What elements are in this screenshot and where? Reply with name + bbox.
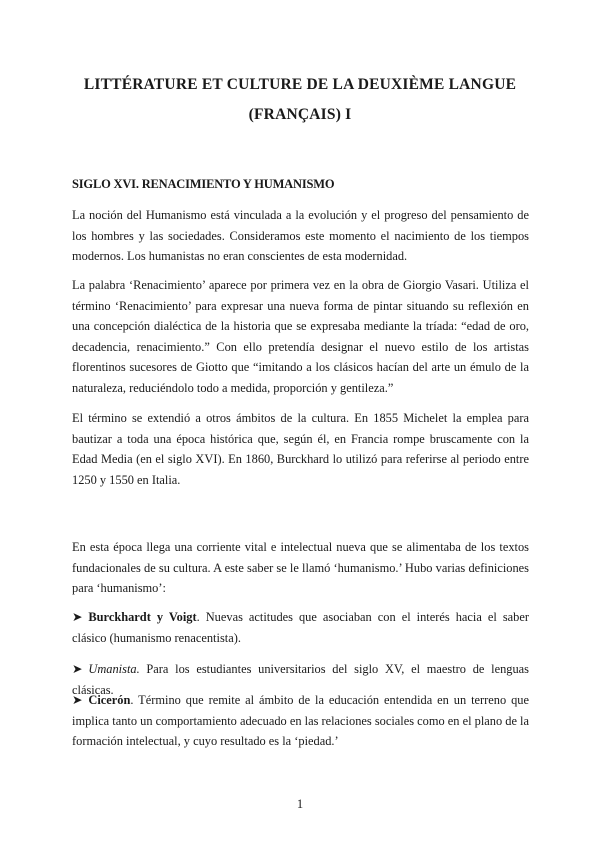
section-heading: SIGLO XVI. RENACIMIENTO Y HUMANISMO bbox=[72, 177, 335, 191]
title-line-2: (FRANÇAIS) I bbox=[248, 106, 352, 123]
title-line-1: LITTÉRATURE ET CULTURE DE LA DEUXIÈME LANGUE bbox=[83, 76, 517, 93]
bullet-term: Umanista. bbox=[88, 662, 140, 676]
bullet-text: . Término que remite al ámbito de la educación entendida en un terreno que implica tanto un comportamiento adecuado en las relaciones sociales como en el plano de la formación intelectual, y cuyo resultado es la ‘piedad.’ bbox=[72, 693, 529, 748]
bullet-text: . Nuevas actitudes que asociaban con el interés hacia el saber clásico (humanismo renacentista). bbox=[72, 610, 529, 645]
bullet-term: Cicerón bbox=[88, 693, 131, 707]
paragraph: En esta época llega una corriente vital e intelectual nueva que se alimentaba de los textos fundacionales de su cultura. A este saber se le llamó ‘humanismo.’ Hubo varias definiciones para ‘humanismo’: bbox=[72, 540, 529, 595]
arrow-bullet-icon: ➤ bbox=[72, 610, 83, 624]
paragraph: La noción del Humanismo está vinculada a la evolución y el progreso del pensamiento de los hombres y las sociedades. Consideramos este momento el nacimiento de los tiempos modernos. Los humanistas no eran conscientes de esta modernidad. bbox=[72, 208, 529, 263]
arrow-bullet-icon: ➤ bbox=[72, 693, 83, 707]
bullet-item bbox=[72, 607, 529, 648]
paragraph: El término se extendió a otros ámbitos de la cultura. En 1855 Michelet la emplea para bautizar a toda una época histórica que, según él, en Francia rompe bruscamente con la Edad Media (en el siglo XVI). En 1860, Burckhard lo utilizó para referirse al periodo entre 1250 y 1550 en Italia. bbox=[72, 411, 529, 487]
bullet-term: Burckhardt y Voigt bbox=[88, 610, 197, 624]
paragraph: La palabra ‘Renacimiento’ aparece por primera vez en la obra de Giorgio Vasari. Utiliza el término ‘Renacimiento’ para expresar una nueva forma de pintar situando su reflexión en una concepción dialéctica de la historia que se expresaba mediante la tríada: “edad de oro, decadencia, renacimiento.” Con ello pretendía designar el nuevo estilo de los artistas florentinos sucesores de Giotto que “imitando a los clásicos hacían del arte un émulo de la naturaleza, reduciéndolo todo a medida, proporción y gentileza.” bbox=[72, 278, 529, 395]
page-number: 1 bbox=[296, 797, 304, 811]
arrow-bullet-icon: ➤ bbox=[72, 662, 83, 676]
bullet-text: Para los estudiantes universitarios del siglo XV, el maestro de lenguas clásicas. bbox=[72, 662, 529, 697]
bullet-item bbox=[72, 690, 529, 752]
document-title bbox=[60, 70, 540, 130]
